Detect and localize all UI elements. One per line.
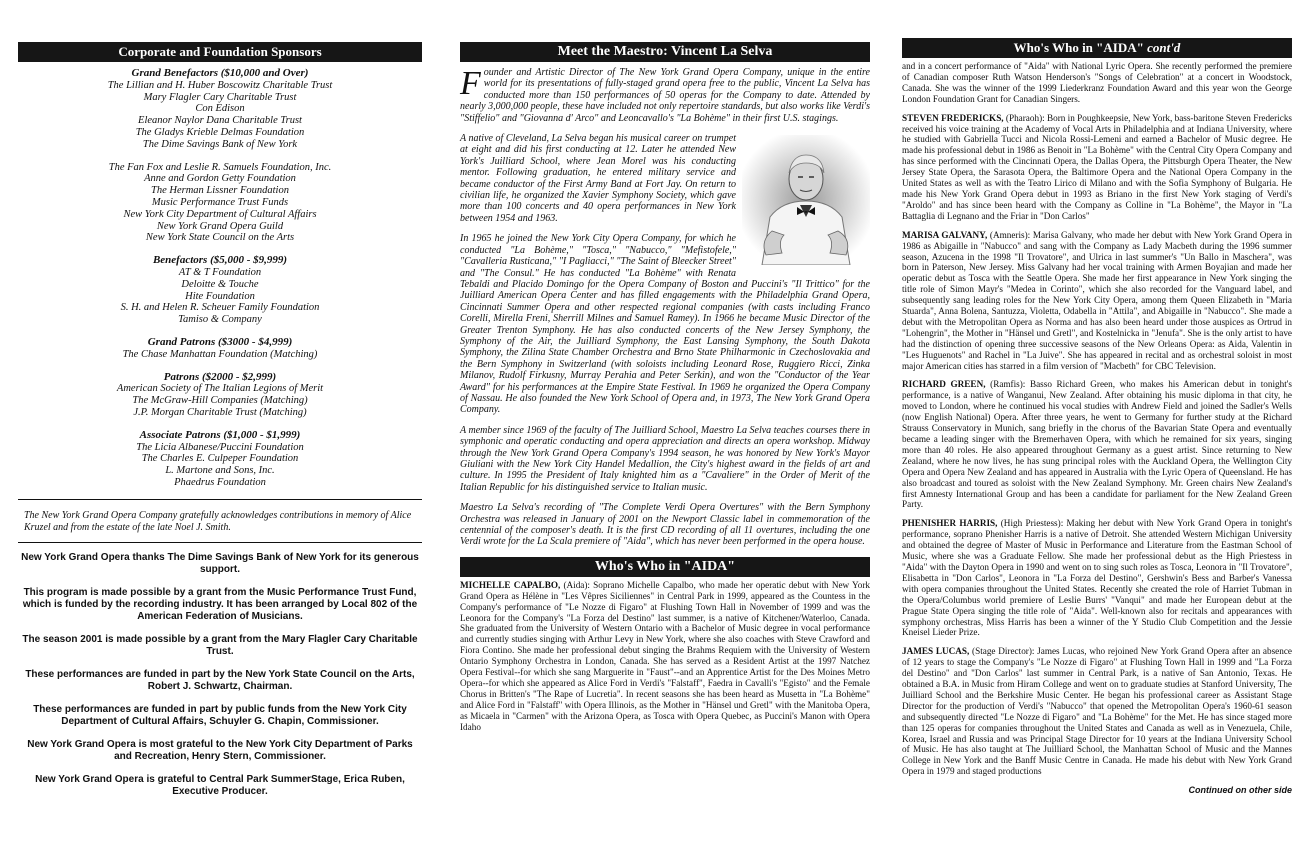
sponsor-name: American Society of The Italian Legions of Merit	[116, 383, 324, 395]
whos-who-cont-header-text: Who's Who in "AIDA" cont'd	[1013, 40, 1181, 55]
sponsor-name: New York State Council on the Arts	[145, 232, 295, 244]
sponsor-name: J.P. Morgan Charitable Trust (Matching)	[133, 406, 307, 418]
sponsor-name: The Herman Lissner Foundation	[151, 185, 289, 197]
bio-paragraph-text: ounder and Artistic Director of The New York Grand Opera Company, unique in the entire world for its presentations of fully-staged grand opera free to the public, Vincent La Selva has conducted more than 150 performances of 50 operas for the Company to date. Attended by nearly 3,000,000 people, these have included not only repertoire standards, but also works like Verdi's "Stiffelio" and "Giovanna d' Arco" and Leoncavallo's "La Bohème" in their first U.S. stagings.	[460, 67, 870, 124]
maestro-bio	[460, 67, 870, 548]
cast-bio-text: (Aida): Soprano Michelle Capalbo, who made her operatic debut with New York Grand Opera as Hélène in "Les Vêpres Siciliennes" in Central Park in 1999, appeared as the Countess in the Company's performance of "Le Nozze di Figaro" at Flushing Town Hall in November of 1999 and was the Leonora for the Company's "La Forza del Destino" last summer, is a native of Kitchener/Waterloo, Canada. She graduated from the University of Western Ontario with a Bachelor of Music degree in vocal performance and currently studies singing with Arthur Levy in New York, where she also coaches with Steve Crawford and Fiora Contino. She made her professional debut singing the Brahms Requiem with the University of Western Ontario Symphony Orchestra in London, Canada. She has served as a Resident Artist at the 1997 Natchez Opera Festival--for which she sang Marguerite in "Faust"--and an Apprentice Artist for the Des Moines Metro Opera--for which she appeared as Alice Ford in Verdi's "Falstaff", Faedra in Cavalli's "Egisto" and the Female Chorus in Britten's "The Rape of Lucretia". In recent seasons she has been heard as Musetta in "La Bohème" and Alice Ford in "Falstaff" with Opera Illinois, as the Mother in "Hänsel und Gretl" with the Manitoba Opera, as Micaela in "Carmen" with the Arizona Opera, as Tosca with Opera Quebec, as Puccini's Manon with Opera Idaho	[460, 579, 870, 732]
cast-bio-text: (Amneris): Marisa Galvany, who made her debut with New York Grand Opera in 1986 as Abigaille in "Nabucco" and sang with the Company as Lady Macbeth during the 1996 summer season, Azucena in the 1998 "Il Trovatore", and Ulrica in last summer's "Un Ballo in Maschera", was born in Paterson, New Jersey. Miss Galvany had her vocal training with Armen Boyajian and made her operatic debut as Tosca with the Seattle Opera. She made her first appearance in New York singing the title role of Simon Mayr's "Medea in Corinto", which she also recorded for the Vanguard label, and subsequently sang leading roles for the New York City Opera, among them Queen Elizabeth in "Maria Stuarda", Anna Bolena, Santuzza, Violetta, Odabella in "Attila", and Abigaille in "Nabucco". She made a debut with the Metropolitan Opera as Norma and has also been heard under those auspices as Ortrud in "Lohengrin", the Mother in "Hänsel und Gretl", and Kostelnicka in "Jenufa". She is the only artist to have had the distinction of opening three successive seasons of the New Orleans Opera: as Aida, Valentin in "Les Huguenots" and Rachel in "La Juive". She has appeared in recital and as orchestral soloist in most major American cities has starred in a film version of "Macbeth" for CBC Television.	[902, 229, 1292, 371]
cast-name: MICHELLE CAPALBO,	[460, 579, 561, 590]
cast-name: STEVEN FREDERICKS,	[902, 112, 1004, 123]
cast-name: JAMES LUCAS,	[902, 646, 970, 657]
sponsor-name: The Chase Manhattan Foundation (Matching)	[122, 348, 318, 360]
sponsor-name: Phaedrus Foundation	[174, 476, 266, 488]
sponsor-name: Music Performance Trust Funds	[151, 196, 289, 208]
bio-paragraph: A native of Cleveland, La Selva began his musical career on trumpet at eight and did his first conducting at 12. Later he attended New York's Juilliard School, where Jean Morel was his conducting mentor. Following graduation, he entered military service and became conductor of the First Army Band at Fort Jay. On return to civilian life, he organized the Xavier Symphony Society, which gave more than 100 concerts and 40 opera performances in New York between 1954 and 1963.	[460, 133, 736, 224]
whos-who-cont-header	[902, 38, 1292, 58]
funding-credit: This program is made possible by a grant from the Music Performance Trust Fund, which is funded by the recording industry. It has been arranged by Local 802 of the American Federation of Musicians.	[22, 586, 418, 622]
sponsor-group	[18, 68, 422, 151]
sponsor-name: S. H. and Helen R. Scheuer Family Foundation	[120, 302, 320, 314]
section-divider	[18, 542, 422, 543]
funding-credit: These performances are funded in part by the New York State Council on the Arts, Robert J. Schwartz, Chairman.	[25, 668, 415, 692]
sponsor-name: L. Martone and Sons, Inc.	[165, 465, 275, 477]
sponsor-name: The McGraw-Hill Companies (Matching)	[132, 395, 308, 407]
cast-bio-paragraph: and in a concert performance of "Aida" with National Lyric Opera. She recently performed the premiere of Canadian composer Ruth Watson Henderson's "Songs of Celebration" at a concert in Woodstock, Canada. She was the winner of the 1999 Liederkranz Foundation Award and this year won the George London Foundation Grant for Canadian Singers.	[902, 61, 1292, 104]
cast-bio-text: (Ramfis): Basso Richard Green, who makes his American debut in tonight's performance, is a native of Wanganui, New Zealand. After obtaining his music diploma in that city, he moved to London, where he continued his vocal studies with Andrew Field and joined the Sadler's Wells (now English National) Opera. After three years, he went to Germany for further study at the Richard Strauss Conservatory in Munich, sang briefly in the chorus of the Bavarian State Opera and eventually became a leading singer with the Bremerhaven Opera, with which he remained for six years, singing more than 40 roles. He also appeared throughout Germany as a guest artist. Since returning to New Zealand, where he now lives, he has sung principal roles with the Auckland Opera, the Wellington City Opera and Opera New Zealand and has appeared in Australia with the Lyric Opera of Queensland. He has also broadcast and toured as soloist with the New Zealand Symphony. Mr. Green chairs New Zealand's first Amnesty International Group and has been a candidate for parliament for the New Zealand Green Party.	[902, 379, 1292, 510]
cast-bio-paragraph	[902, 379, 1292, 510]
funding-credit: New York Grand Opera is grateful to Central Park SummerStage, Erica Ruben, Executive Producer.	[35, 773, 405, 797]
cast-name: MARISA GALVANY,	[902, 229, 988, 240]
sponsor-name: The Licia Albanese/Puccini Foundation	[136, 441, 304, 453]
acknowledgement-text: The New York Grand Opera Company gratefully acknowledges contributions in memory of Alice Kruzel and from the estate of the late Noel J. Smith.	[24, 509, 412, 533]
sponsor-name: Hite Foundation	[185, 290, 255, 302]
cast-bio-text: (Pharaoh): Born in Poughkeepsie, New York, bass-baritone Steven Fredericks received his voice training at the Academy of Vocal Arts in Philadelphia and at Indiana University, where he studied with Gabriella Tucci and Nicola Rossi-Lemeni and earned a Bachelor of Music degree. He made his professional debut in 1986 as Benoit in "La Bohème" with the Central City Opera Company and has since performed with the Cincinnati Opera, the Dallas Opera, the Pittsburgh Opera Theater, the New Jersey State Opera, the Sarasota Opera, the Baltimore Opera and the National Opera Company in the United States as well as with the Teatro Lirico di Milano and with the Sofia Symphony of Bulgaria. He made his New York Grand Opera debut in 1993 as Briano in the first New York staging of Verdi's "Aroldo" and has since been heard with the Company as Colline in "La Bohème", the Mayor in "La Battaglia di Legnano and the Friar in "Don Carlos"	[902, 112, 1292, 221]
conductor-portrait	[742, 135, 870, 265]
cast-bio-paragraph	[902, 518, 1292, 638]
sponsors-header: Corporate and Foundation Sponsors	[18, 42, 422, 62]
cast-bio-paragraph	[902, 113, 1292, 222]
sponsor-name: The Charles E. Culpeper Foundation	[141, 453, 299, 465]
sponsor-group	[18, 255, 422, 326]
sponsor-name: The Dime Savings Bank of New York	[142, 138, 298, 150]
cast-bio-paragraph	[460, 580, 870, 733]
cast-bios	[902, 61, 1292, 777]
sponsor-name: AT & T Foundation	[178, 266, 262, 278]
sponsor-name: New York City Department of Cultural Affairs	[123, 208, 317, 220]
sponsor-name: The Fan Fox and Leslie R. Samuels Foundation, Inc.	[108, 161, 332, 173]
sponsor-tier: Associate Patrons ($1,000 - $1,999)	[139, 428, 301, 441]
sponsor-tier: Patrons ($2000 - $2,999)	[163, 370, 277, 383]
drop-cap: F	[460, 65, 481, 102]
cast-bio-paragraph	[902, 646, 1292, 777]
sponsor-tier: Grand Patrons ($3000 - $4,999)	[147, 335, 293, 348]
sponsor-name: Deloitte & Touche	[181, 278, 259, 290]
cast-bio-text: (Stage Director): James Lucas, who rejoined New York Grand Opera after an absence of 12 years to stage the Company's "Le Nozze di Figaro" at Flushing Town Hall in 1999 and "La Forza del Destino" and "Don Carlos" last summer in Central Park, is a native of San Antonio, Texas. He obtained a B.A. in Music from Hiram College and went on to graduate studies at Stanford University, The Juilliard School and the Berkshire Music Center. He began his professional career as Assistant Stage Director for the production of Verdi's "Nabucco" that opened the Metropolitan Opera's 1960-61 season and subsequently directed "Le Nozze di Figaro" and "La Bohème" for the Met. He has since staged more than 125 operas for companies throughout the United States and Canada as well as in Venezuela, Chile, Korea, Israel and Russia and was Principal Stage Director for 10 years at the Indiana University School of Music. He has also taught at The Juilliard School, the Manhattan School of Music and the Mannes College in New York and the Banff Music Centre in Canada. He made his debut with New York Grand Opera in 1979 and staged productions	[902, 646, 1293, 777]
bio-paragraph	[460, 67, 870, 124]
funding-credit: New York Grand Opera is most grateful to the New York City Department of Parks and Recreation, Henry Stern, Commissioner.	[27, 738, 413, 762]
cast-name: PHENISHER HARRIS,	[902, 518, 998, 529]
sponsor-name: Mary Flagler Cary Charitable Trust	[143, 91, 297, 103]
sponsor-name: The Lillian and H. Huber Boscowitz Charitable Trust	[107, 79, 333, 91]
funding-credit: These performances are funded in part by public funds from the New York City Department of Cultural Affairs, Schuyler G. Chapin, Commissioner.	[33, 703, 407, 727]
sponsor-groups	[18, 68, 422, 489]
contd-suffix: cont'd	[1147, 40, 1181, 55]
whos-who-header: Who's Who in "AIDA"	[460, 557, 870, 577]
bio-paragraph: A member since 1969 of the faculty of The Juilliard School, Maestro La Selva teaches courses there in symphonic and operatic conducting and opera appreciation and directs an opera workshop. Midway through the New York Grand Opera Company's 1994 season, he was honored by New York's Mayor Giuliani with the New York City Handel Medallion, the City's highest award in the fields of art and culture. In 1995 the President of Italy knighted him as a "Cavaliere" in the Order of Merit of the Italian Republic for his distinguished service to Italian music.	[460, 424, 870, 493]
bio-paragraph: In 1965 he joined the New York City Opera Company, for which he conducted "La Bohème," "Tosca," "Nabucco," "Mefistofele," "Cavalleria Rusticana," "I Pagliacci," "The Saint of Bleecker Street" and "The Consul." He has conducted "La Bohème" with Renata Tebaldi and Placido Domingo for the Opera Company of Boston and Puccini's "Il Trittico" for the Juilliard American Opera Center and has filled engagements with the Philadelphia Grand Opera, Cincinnati Summer Opera and other respected regional companies (with casts including Franco Corelli, Mirella Freni, Sherrill Milnes and Samuel Ramey). In 1966 he became Music Director of the Greater Trenton Symphony. He has also conducted concerts of the New Jersey Symphony, the Symphony of the Air, the Juilliard Symphony, the East Lansing Symphony, the South Dakota Symphony, the Zilina State Chamber Orchestra and Brno State Philharmonic in Czechoslovakia and the Bern Symphony in Switzerland (with soloists including Leonard Rose, Ruggiero Ricci, Zinka Milanov, Rudolf Firkusny, Murray Perahia and Peter Serkin), and won the "Conductor of the Year Award" for his performances at the Empire State Festival. In 1969 he organized the Opera Company of Nassau. He also founded the New York School of Opera and, in 1973, The New York Grand Opera Company.	[460, 233, 870, 416]
sponsor-tier: Benefactors ($5,000 - $9,999)	[152, 254, 288, 267]
cast-name: RICHARD GREEN,	[902, 379, 986, 390]
funding-credit: The season 2001 is made possible by a grant from the Mary Flagler Cary Charitable Trust.	[22, 633, 418, 657]
cast-bio-text: (High Priestess): Making her debut with New York Grand Opera in tonight's performance, soprano Phenisher Harris is a native of Detroit. She attended Western Michigan University and obtained the degree of Master of Music in Performance and Literature from the Eastman School of Music, where she was a Graduate Fellow. She made her professional debut as the High Priestess in "Aida" with the Dayton Opera in 1990 and went on to sing such roles as Tosca, Leonora in "Il Trovatore", Elisabetta in "Don Carlos", Leonora in "La Forza del Destino", Gershwin's Bess and Barber's Vanessa with opera companies throughout the United States. Recently she created the role of Harriet Tubman in the Opera/Columbus world premiere of Leslie Burrs' "Vanqui" and made her European debut at the Prague State Opera singing the title role of "Aida". Well-known also for recitals and appearances with symphony orchestras, Miss Harris has been a winner of the Y Studio Club Competition and the Jessie Kneisel Lieder Prize.	[902, 518, 1292, 638]
sponsor-name: New York Grand Opera Guild	[156, 220, 284, 232]
sponsors-column	[18, 0, 422, 809]
continued-note: Continued on other side	[1188, 785, 1292, 796]
sponsor-tier: Grand Benefactors ($10,000 and Over)	[131, 67, 309, 79]
whos-who-cont-column	[902, 0, 1292, 795]
sponsor-name: The Gladys Krieble Delmas Foundation	[135, 126, 305, 138]
sponsor-group	[18, 372, 422, 419]
cast-bio-paragraph	[902, 230, 1292, 372]
sponsor-name: Eleanor Naylor Dana Charitable Trust	[138, 115, 302, 127]
sponsor-name: Tamiso & Company	[178, 314, 262, 326]
sponsor-group	[18, 162, 422, 245]
cast-bio	[460, 580, 870, 733]
sponsor-group	[18, 337, 422, 361]
bio-paragraph: Maestro La Selva's recording of "The Complete Verdi Opera Overtures" with the Bern Symphony Orchestra was released in January of 2001 on the Newport Classic label in commemoration of the centennial of the composer's death. It is the first CD recording of all 11 overtures, including the one Verdi wrote for the La Scala premiere of "Aida", which has never been performed in the opera house.	[460, 502, 870, 548]
sponsor-name: Con Edison	[195, 103, 245, 115]
funding-credits	[18, 552, 422, 798]
sponsor-group	[18, 430, 422, 489]
maestro-header: Meet the Maestro: Vincent La Selva	[460, 42, 870, 62]
sponsor-name: Anne and Gordon Getty Foundation	[144, 173, 296, 185]
funding-credit: New York Grand Opera thanks The Dime Savings Bank of New York for its generous support.	[21, 551, 419, 575]
maestro-column	[460, 0, 870, 741]
